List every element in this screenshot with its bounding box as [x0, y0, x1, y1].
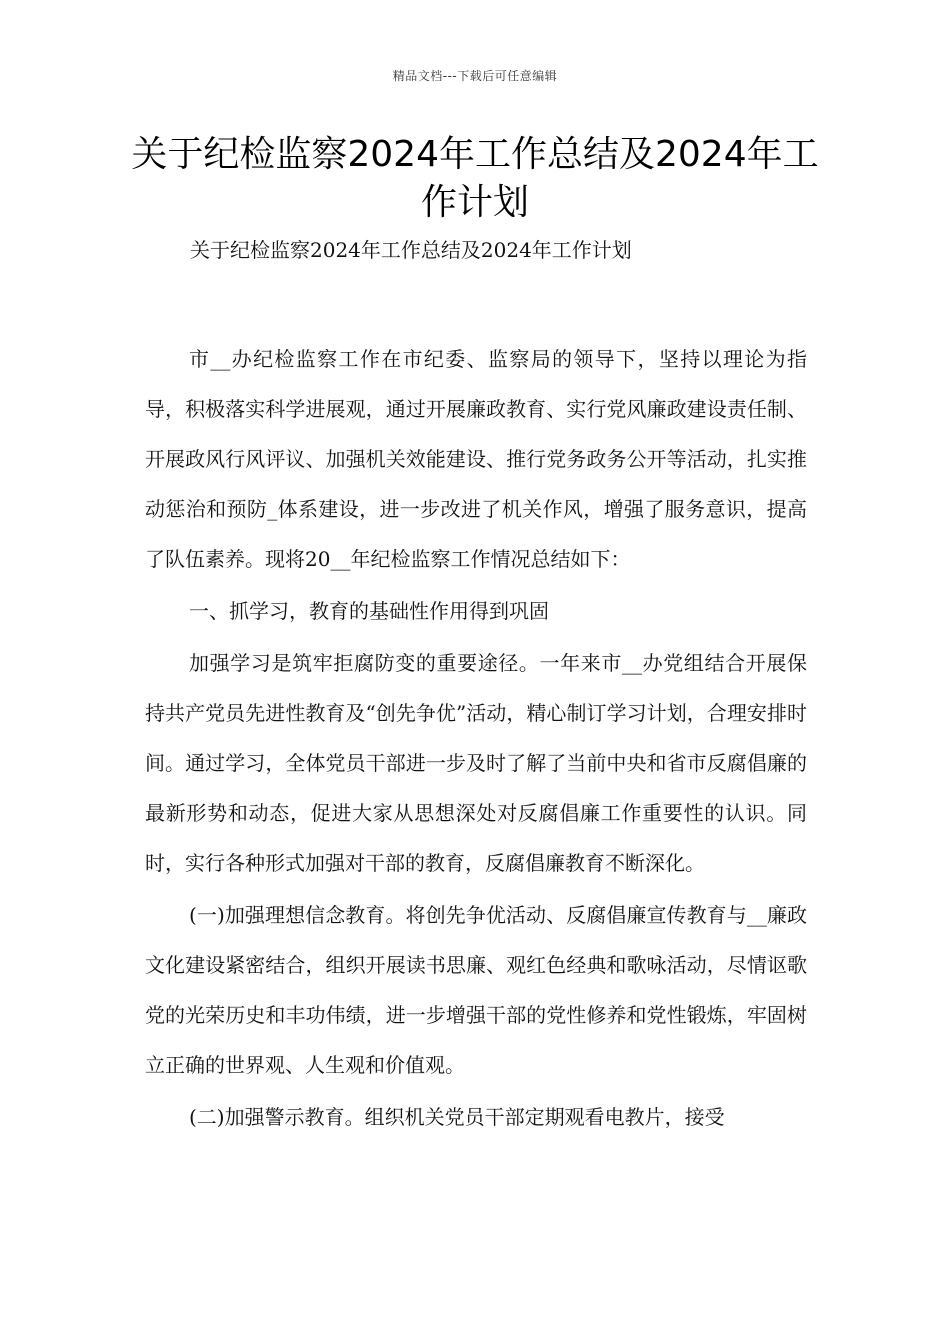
section-heading-1: 一、抓学习，教育的基础性作用得到巩固 — [189, 599, 549, 623]
document-body — [145, 334, 807, 1144]
header-note: 精品文档---下载后可任意编辑 — [392, 69, 558, 83]
document-title: 关于纪检监察2024年工作总结及2024年工作计划 — [131, 134, 819, 223]
paragraph-warning-education: (二)加强警示教育。组织机关党员干部定期观看电教片，接受 — [189, 1105, 725, 1129]
paragraph-intro: 市__办纪检监察工作在市纪委、监察局的领导下，坚持以理论为指导，积极落实科学进展观，通过开展廉政教育、实行党风廉政建设责任制、开展政风行风评议、加强机关效能建设、推行党务政务公开等活动，扎实推动惩治和预防_体系建设，进一步改进了机关作风，增强了服务意识，提高了队伍素养。现将20__年纪检监察工作情况总结如下： — [145, 347, 807, 571]
paragraph-study: 加强学习是筑牢拒腐防变的重要途径。一年来市__办党组结合开展保持共产党员先进性教育及“创先争优”活动，精心制订学习计划，合理安排时间。通过学习，全体党员干部进一步及时了解了当前中央和省市反腐倡廉的最新形势和动态，促进大家从思想深处对反腐倡廉工作重要性的认识。同时，实行各种形式加强对干部的教育，反腐倡廉教育不断深化。 — [145, 651, 807, 875]
paragraph-ideals-education: (一)加强理想信念教育。将创先争优活动、反腐倡廉宣传教育与__廉政文化建设紧密结合，组织开展读书思廉、观红色经典和歌咏活动，尽情讴歌党的光荣历史和丰功伟绩，进一步增强干部的党性修养和党性锻炼，牢固树立正确的世界观、人生观和价值观。 — [145, 903, 807, 1077]
document-subtitle: 关于纪检监察2024年工作总结及2024年工作计划 — [190, 238, 632, 262]
